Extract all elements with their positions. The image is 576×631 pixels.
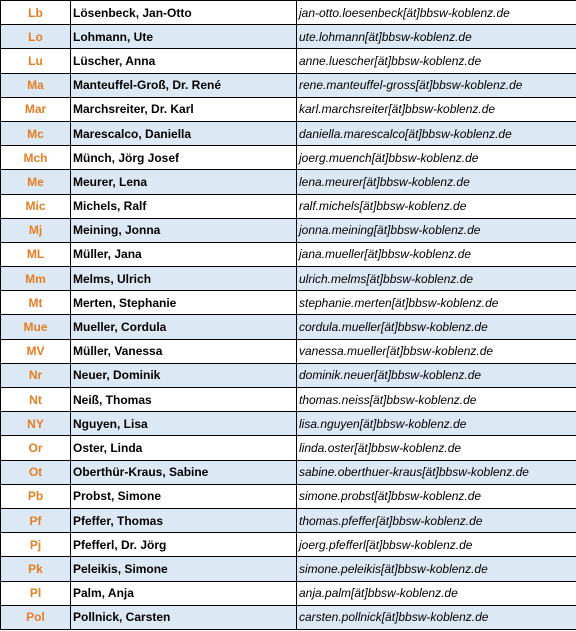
staff-name: Meurer, Lena: [71, 170, 297, 194]
table-row: [1, 170, 576, 194]
staff-code: Pol: [1, 605, 71, 629]
staff-code: Mue: [1, 315, 71, 339]
staff-name: Oster, Linda: [71, 436, 297, 460]
staff-name: Michels, Ralf: [71, 194, 297, 218]
staff-email: thomas.pfeffer[ät]bbsw-koblenz.de: [297, 508, 576, 532]
table-row: [1, 121, 576, 145]
staff-email: ulrich.melms[ät]bbsw-koblenz.de: [297, 267, 576, 291]
staff-name: Melms, Ulrich: [71, 267, 297, 291]
staff-directory-body: [1, 1, 576, 630]
table-row: [1, 533, 576, 557]
table-row: [1, 25, 576, 49]
table-row: [1, 146, 576, 170]
table-row: [1, 218, 576, 242]
staff-email: carsten.pollnick[ät]bbsw-koblenz.de: [297, 605, 576, 629]
staff-email: linda.oster[ät]bbsw-koblenz.de: [297, 436, 576, 460]
staff-email: lena.meurer[ät]bbsw-koblenz.de: [297, 170, 576, 194]
staff-code: Pl: [1, 581, 71, 605]
staff-code: Mic: [1, 194, 71, 218]
table-row: [1, 1, 576, 25]
staff-code: Mt: [1, 291, 71, 315]
staff-name: Neiß, Thomas: [71, 388, 297, 412]
table-row: [1, 291, 576, 315]
staff-name: Probst, Simone: [71, 484, 297, 508]
staff-email: thomas.neiss[ät]bbsw-koblenz.de: [297, 388, 576, 412]
staff-code: Mj: [1, 218, 71, 242]
staff-code: Lo: [1, 25, 71, 49]
staff-code: Lb: [1, 1, 71, 25]
staff-name: Merten, Stephanie: [71, 291, 297, 315]
staff-name: Peleikis, Simone: [71, 557, 297, 581]
staff-email: jan-otto.loesenbeck[ät]bbsw-koblenz.de: [297, 1, 576, 25]
staff-email: dominik.neuer[ät]bbsw-koblenz.de: [297, 363, 576, 387]
staff-code: Lu: [1, 49, 71, 73]
staff-name: Lüscher, Anna: [71, 49, 297, 73]
staff-name: Meining, Jonna: [71, 218, 297, 242]
table-row: [1, 73, 576, 97]
staff-name: Lohmann, Ute: [71, 25, 297, 49]
staff-code: Mar: [1, 97, 71, 121]
staff-name: Marescalco, Daniella: [71, 121, 297, 145]
staff-name: Mueller, Cordula: [71, 315, 297, 339]
staff-email: daniella.marescalco[ät]bbsw-koblenz.de: [297, 121, 576, 145]
staff-code: ML: [1, 242, 71, 266]
table-row: [1, 363, 576, 387]
table-row: [1, 581, 576, 605]
staff-code: Nt: [1, 388, 71, 412]
staff-email: simone.peleikis[ät]bbsw-koblenz.de: [297, 557, 576, 581]
staff-name: Pollnick, Carsten: [71, 605, 297, 629]
staff-name: Lösenbeck, Jan-Otto: [71, 1, 297, 25]
staff-code: Mc: [1, 121, 71, 145]
staff-email: anne.luescher[ät]bbsw-koblenz.de: [297, 49, 576, 73]
staff-code: Pk: [1, 557, 71, 581]
staff-code: Pb: [1, 484, 71, 508]
table-row: [1, 49, 576, 73]
staff-name: Palm, Anja: [71, 581, 297, 605]
staff-email: joerg.muench[ät]bbsw-koblenz.de: [297, 146, 576, 170]
staff-code: NY: [1, 412, 71, 436]
staff-email: sabine.oberthuer-kraus[ät]bbsw-koblenz.de: [297, 460, 576, 484]
staff-name: Münch, Jörg Josef: [71, 146, 297, 170]
staff-name: Pfeffer, Thomas: [71, 508, 297, 532]
staff-email: stephanie.merten[ät]bbsw-koblenz.de: [297, 291, 576, 315]
staff-name: Neuer, Dominik: [71, 363, 297, 387]
table-row: [1, 388, 576, 412]
staff-email: vanessa.mueller[ät]bbsw-koblenz.de: [297, 339, 576, 363]
staff-email: joerg.pfefferl[ät]bbsw-koblenz.de: [297, 533, 576, 557]
staff-code: MV: [1, 339, 71, 363]
staff-code: Or: [1, 436, 71, 460]
table-row: [1, 557, 576, 581]
table-row: [1, 484, 576, 508]
staff-code: Me: [1, 170, 71, 194]
staff-email: cordula.mueller[ät]bbsw-koblenz.de: [297, 315, 576, 339]
staff-email: karl.marchsreiter[ät]bbsw-koblenz.de: [297, 97, 576, 121]
staff-email: lisa.nguyen[ät]bbsw-koblenz.de: [297, 412, 576, 436]
staff-name: Nguyen, Lisa: [71, 412, 297, 436]
table-row: [1, 242, 576, 266]
staff-code: Ot: [1, 460, 71, 484]
staff-code: Pj: [1, 533, 71, 557]
table-row: [1, 339, 576, 363]
staff-code: Ma: [1, 73, 71, 97]
staff-email: jonna.meining[ät]bbsw-koblenz.de: [297, 218, 576, 242]
staff-email: anja.palm[ät]bbsw-koblenz.de: [297, 581, 576, 605]
table-row: [1, 460, 576, 484]
staff-email: jana.mueller[ät]bbsw-koblenz.de: [297, 242, 576, 266]
table-row: [1, 508, 576, 532]
staff-email: ute.lohmann[ät]bbsw-koblenz.de: [297, 25, 576, 49]
staff-code: Nr: [1, 363, 71, 387]
staff-email: simone.probst[ät]bbsw-koblenz.de: [297, 484, 576, 508]
table-row: [1, 436, 576, 460]
staff-code: Mm: [1, 267, 71, 291]
staff-name: Marchsreiter, Dr. Karl: [71, 97, 297, 121]
staff-name: Manteuffel-Groß, Dr. René: [71, 73, 297, 97]
table-row: [1, 412, 576, 436]
table-row: [1, 605, 576, 629]
staff-name: Müller, Jana: [71, 242, 297, 266]
staff-code: Pf: [1, 508, 71, 532]
staff-email: ralf.michels[ät]bbsw-koblenz.de: [297, 194, 576, 218]
staff-name: Pfefferl, Dr. Jörg: [71, 533, 297, 557]
staff-email: rene.manteuffel-gross[ät]bbsw-koblenz.de: [297, 73, 576, 97]
table-row: [1, 97, 576, 121]
table-row: [1, 267, 576, 291]
staff-name: Oberthür-Kraus, Sabine: [71, 460, 297, 484]
table-row: [1, 315, 576, 339]
table-row: [1, 194, 576, 218]
staff-code: Mch: [1, 146, 71, 170]
staff-name: Müller, Vanessa: [71, 339, 297, 363]
